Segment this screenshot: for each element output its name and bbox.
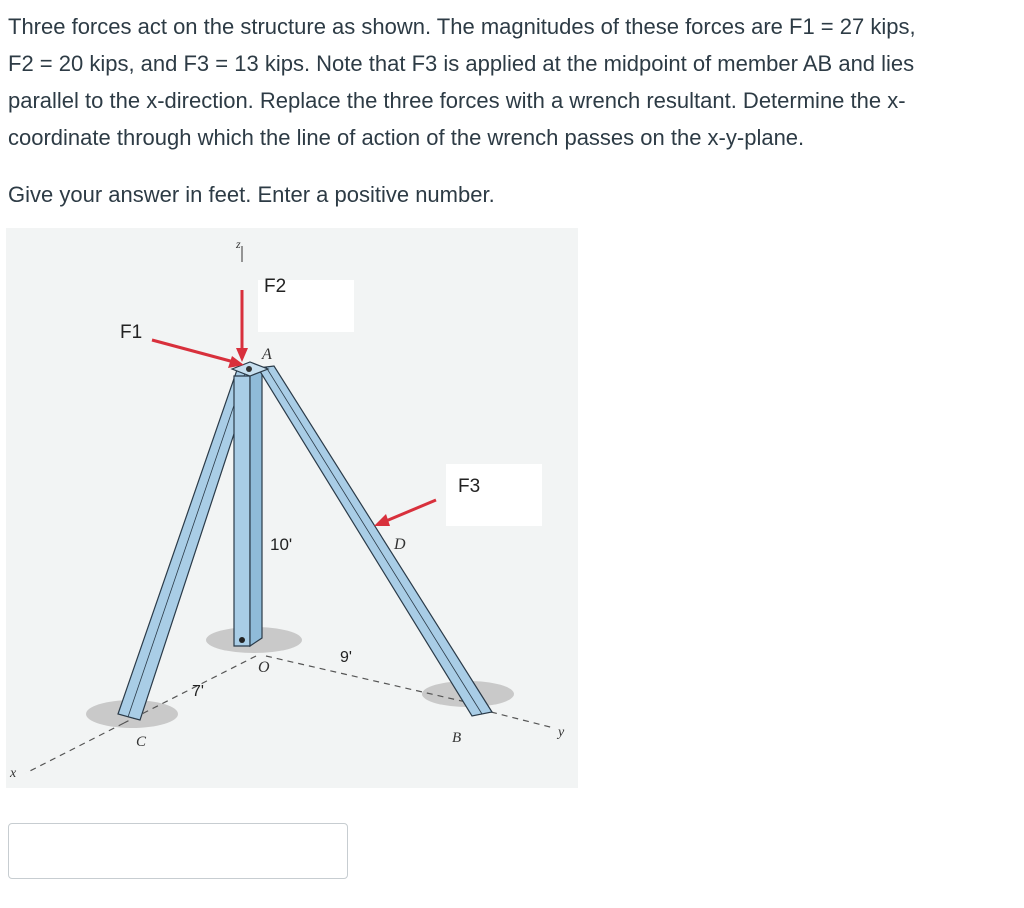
- structure-diagram: [6, 228, 578, 788]
- force-label-f1: F1: [120, 322, 143, 343]
- member-ao-side: [250, 370, 262, 646]
- point-label-c: C: [136, 734, 147, 750]
- axis-label-z: z: [236, 237, 241, 251]
- question-line: F2 = 20 kips, and F3 = 13 kips. Note that F3 is applied at the midpoint of member AB and lies: [8, 51, 915, 76]
- answer-instruction: Give your answer in feet. Enter a positive number.: [8, 182, 495, 207]
- dimension-height: 10': [270, 535, 293, 554]
- axis-label-y: y: [558, 725, 565, 740]
- point-label-o: O: [258, 659, 270, 676]
- answer-input[interactable]: [8, 823, 348, 879]
- dimension-oc: 7': [192, 683, 204, 700]
- origin-dot: [239, 637, 245, 643]
- member-ao: [234, 376, 250, 646]
- point-label-a: A: [262, 346, 272, 363]
- question-line: coordinate through which the line of action of the wrench passes on the x-y-plane.: [8, 125, 805, 150]
- force-label-f3: F3: [458, 476, 481, 497]
- dimension-ob: 9': [340, 649, 352, 666]
- point-label-d: D: [394, 536, 406, 553]
- force-label-f2: F2: [264, 276, 287, 297]
- axis-label-x: x: [10, 766, 17, 781]
- point-label-b: B: [452, 730, 462, 746]
- structure-figure: [6, 228, 578, 788]
- joint-a-dot: [246, 366, 252, 372]
- question-line: Three forces act on the structure as shown. The magnitudes of these forces are F1 = 27 kips,: [8, 14, 916, 39]
- question-text: [8, 8, 1013, 156]
- question-line: parallel to the x-direction. Replace the three forces with a wrench resultant. Determine the x-: [8, 88, 906, 113]
